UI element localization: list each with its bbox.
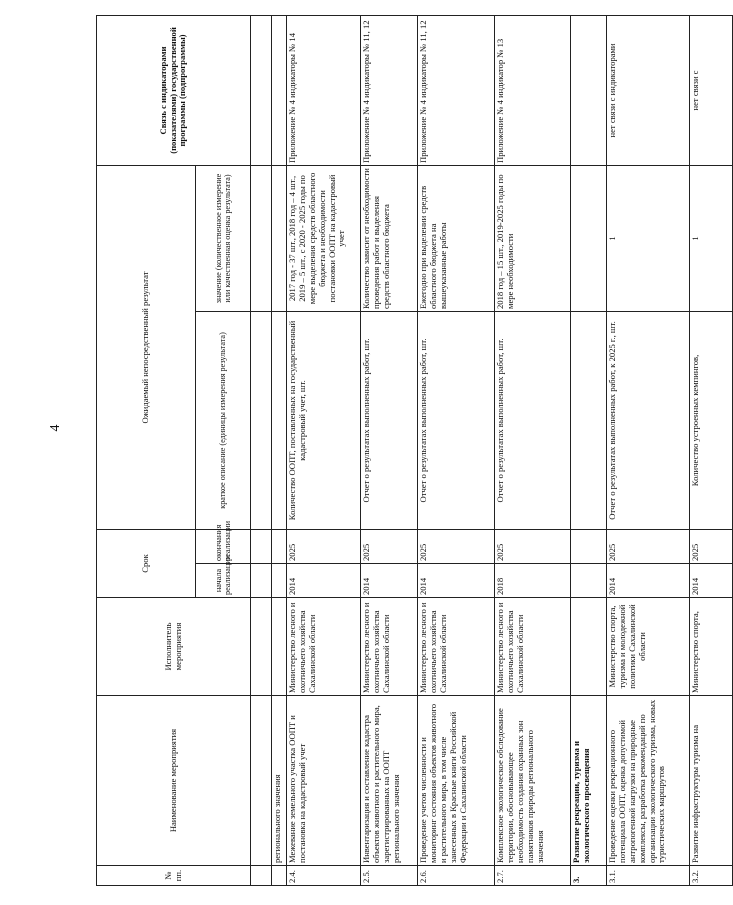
empty-cell (272, 165, 287, 311)
table-row (287, 15, 361, 885)
row-executor: Министерство лесного и охотничьего хозяйства Сахалинской области (495, 598, 571, 696)
row-end: 2025 (287, 529, 361, 563)
row-num: 2.4. (287, 866, 361, 886)
row-end: 2025 (690, 529, 733, 563)
row-name: Межевание земельного участка ООПТ и постановка на кадастровый учет (287, 696, 361, 866)
row-num: 2.5. (361, 866, 418, 886)
header-brief: краткое описание (единицы измерения результата) (196, 311, 251, 529)
empty-cell (272, 598, 287, 696)
empty-cell (571, 564, 607, 598)
row-num: 2.6. (418, 866, 495, 886)
row-executor: Министерство спорта, туризма и молодежной политики Сахалинской области (607, 598, 690, 696)
row-start: 2018 (495, 564, 571, 598)
continuation-text: регионального значения (272, 696, 287, 866)
row-start: 2014 (418, 564, 495, 598)
row-start: 2014 (690, 564, 733, 598)
row-name: Развитие инфраструктуры туризма на (690, 696, 733, 866)
header-row-1 (97, 15, 196, 885)
table-row (690, 15, 733, 885)
row-end: 2025 (607, 529, 690, 563)
row-num: 3.1. (607, 866, 690, 886)
header-row-3 (251, 15, 272, 885)
row-end: 2025 (361, 529, 418, 563)
row-value: 1 (607, 165, 690, 311)
row-num: 3.2. (690, 866, 733, 886)
header-executor: Исполнитель мероприятия (97, 598, 251, 696)
empty-cell (251, 866, 272, 886)
row-start: 2014 (607, 564, 690, 598)
table-row (418, 15, 495, 885)
row-name: Проведение учетов численности и мониторинг состояния объектов животного и растительного мира, в том числе занесенных в Красные книги Российской Федерации и Сахалинской области (418, 696, 495, 866)
row-value: Ежегодно при выделении средств областного бюджета на вышеуказанные работы (418, 165, 495, 311)
empty-cell (272, 564, 287, 598)
page-number: 4 (48, 424, 63, 432)
empty-cell (251, 311, 272, 529)
row-brief: Количество устроенных кемпингов, (690, 311, 733, 529)
row-start: 2014 (287, 564, 361, 598)
empty-cell (571, 311, 607, 529)
section-row (571, 15, 607, 885)
empty-cell (571, 15, 607, 165)
table-row (495, 15, 571, 885)
row-name: Комплексное экологическое обследование территории, обосновывающее необходимость создания охранных зон памятников природы регионального значения (495, 696, 571, 866)
row-link: нет связи с индикаторами (607, 15, 690, 165)
table-row (361, 15, 418, 885)
row-value: 2017 год - 37 шт., 2018 год – 4 шт., 2019 – 5 шт., с 2020 - 2025 годы по мере выделения средств областного бюджета и необходимости постановки ООПТ на кадастровый учет (287, 165, 361, 311)
empty-cell (251, 598, 272, 696)
section-num: 3. (571, 866, 607, 886)
empty-cell (272, 529, 287, 563)
row-name: Инвентаризация и составление кадастра объектов животного и растительного мира, зарегистрированных на ООПТ регионального значения (361, 696, 418, 866)
empty-cell (272, 866, 287, 886)
rotated-table-container (96, 16, 700, 886)
row-link: нет связи с (690, 15, 733, 165)
row-brief: Отчет о результатах выполненных работ, шт. (418, 311, 495, 529)
empty-cell (571, 529, 607, 563)
row-start: 2014 (361, 564, 418, 598)
empty-cell (251, 15, 272, 165)
empty-cell (251, 529, 272, 563)
row-executor: Министерство лесного и охотничьего хозяйства Сахалинской области (361, 598, 418, 696)
header-term: Срок (97, 529, 196, 597)
empty-cell (571, 165, 607, 311)
section-title: Развитие рекреации, туризма и экологического просвещения (571, 696, 607, 866)
header-name: Наименование мероприятия (97, 696, 251, 866)
header-term-start: начала реализации (196, 564, 251, 598)
continuation-row (272, 15, 287, 885)
row-value: Количество зависит от необходимости проведения работ и выделения средств областного бюджета (361, 165, 418, 311)
header-term-end: окончания реализации (196, 529, 251, 563)
row-value: 1 (690, 165, 733, 311)
row-brief: Количество ООПТ, поставленных на государственный кадастровый учет, шт. (287, 311, 361, 529)
header-link: Связь с индикаторами (показателями) государственной программы (подпрограммы) (97, 15, 251, 165)
empty-cell (272, 311, 287, 529)
header-num: № пп. (97, 866, 251, 886)
row-name: Проведение оценки рекреационного потенциала ООПТ, оценка допустимой антропогенной нагрузки на природные комплексы, разработка рекомендаций по организации экологического туризма, новых туристических маршрутов (607, 696, 690, 866)
empty-cell (571, 598, 607, 696)
row-end: 2025 (418, 529, 495, 563)
row-value: 2018 год – 15 шт., 2019-2025 годы по мере необходимости (495, 165, 571, 311)
row-end: 2025 (495, 529, 571, 563)
row-brief: Отчет о результатах выполненных работ, шт. (495, 311, 571, 529)
row-executor: Министерство спорта, (690, 598, 733, 696)
row-brief: Отчет о результатах выполненных работ, шт. (361, 311, 418, 529)
row-link: Приложение № 4 индикаторы № 11, 12 (361, 15, 418, 165)
row-link: Приложение № 4 индикаторы № 14 (287, 15, 361, 165)
empty-cell (272, 15, 287, 165)
header-expected: Ожидаемый непосредственный результат (97, 165, 196, 529)
empty-cell (251, 696, 272, 866)
empty-cell (251, 564, 272, 598)
row-brief: Отчет о результатах выполненных работ, к 2025 г., шт. (607, 311, 690, 529)
row-executor: Министерство лесного и охотничьего хозяйства Сахалинской области (287, 598, 361, 696)
empty-cell (251, 165, 272, 311)
header-value: значение (количественное измерение или качественная оценка результата) (196, 165, 251, 311)
row-link: Приложение № 4 индикатор № 13 (495, 15, 571, 165)
row-num: 2.7. (495, 866, 571, 886)
row-link: Приложение № 4 индикаторы № 11, 12 (418, 15, 495, 165)
table-row (607, 15, 690, 885)
row-executor: Министерство лесного и охотничьего хозяйства Сахалинской области (418, 598, 495, 696)
activities-table (96, 15, 733, 886)
